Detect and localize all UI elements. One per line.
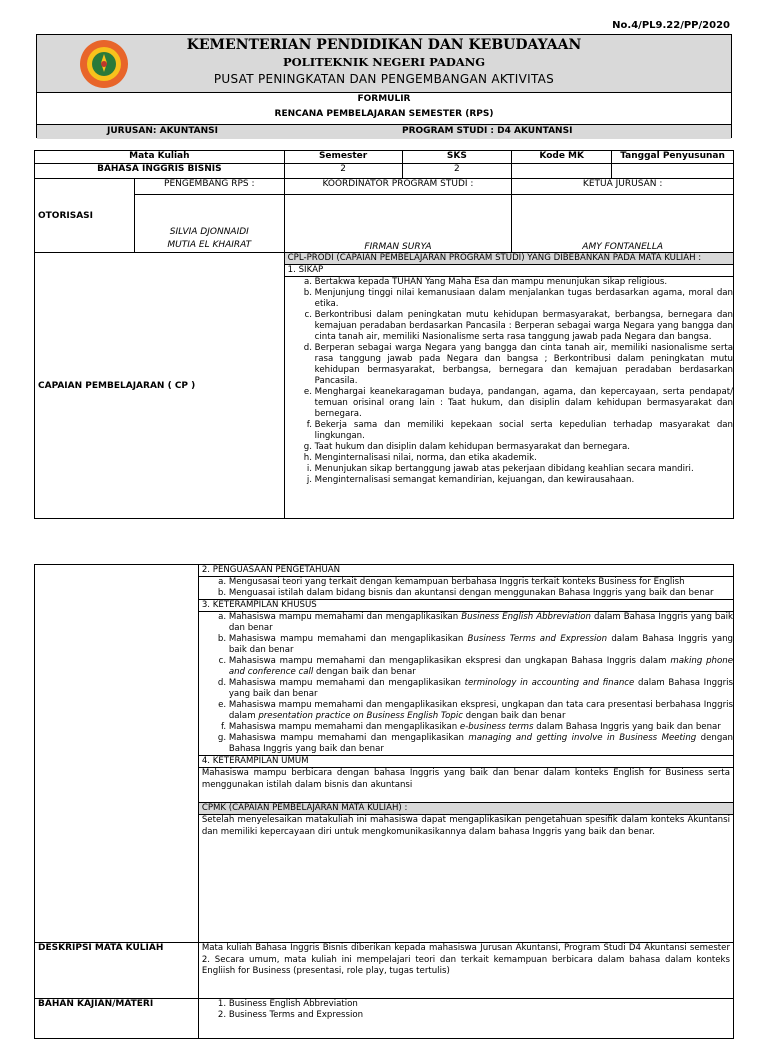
sikap-item: e. Menghargai keanekaragaman budaya, pandangan, agama, dan kepercayaan, serta pendapat/ temuan orisinal orang lain : Taat hukum, dan disiplin dalam kehidupan bermasyarakat dan bernegara. (315, 387, 733, 420)
khusus-item (229, 733, 733, 755)
pengetahuan-item: a. Mengusasai teori yang terkait dengan kemampuan berbahasa Inggris terkait konteks Business for English (229, 577, 733, 588)
cpmk-title: CPMK (CAPAIAN PEMBELAJARAN MATA KULIAH) : (199, 803, 733, 815)
khusus-item (229, 722, 733, 733)
tanggal-value (612, 164, 734, 179)
jurusan-label: JURUSAN: AKUNTANSI (107, 126, 218, 136)
sks-value: 2 (402, 164, 512, 179)
umum-title: 4. KETERAMPILAN UMUM (199, 756, 733, 768)
col-header-kode: Kode MK (512, 151, 612, 164)
khusus-item-it: e-business terms (459, 722, 534, 732)
sikap-item: h. Menginternalisasi nilai, norma, dan etika akademik. (315, 453, 733, 464)
pengembang-name-1: SILVIA DJONNAIDI (169, 227, 249, 237)
col-header-semester: Semester (284, 151, 402, 164)
sikap-item: g. Taat hukum dan disiplin dalam kehidupan bermasyarakat dan bernegara. (315, 442, 733, 453)
pengetahuan-item: b. Menguasai istilah dalam bidang bisnis dan akuntansi dengan menggunakan Bahasa Inggris yang baik dan benar (229, 588, 733, 599)
khusus-item-it: presentation practice on Business English Topic (258, 711, 463, 721)
khusus-item-it: making phone and conference call (228, 656, 733, 677)
umum-text: Mahasiswa mampu berbicara dengan bahasa Inggris yang baik dan benar dalam konteks English for Business serta menggunakan istilah dalam bisnis dan akuntansi (199, 768, 733, 803)
rps-table-page1 (34, 150, 734, 519)
khusus-item-post: dengan Bahasa Inggris yang baik dan benar (228, 733, 733, 754)
khusus-item-it: Business Terms and Expression (467, 634, 608, 644)
cpmk-text: Setelah menyelesaikan matakuliah ini mahasiswa dapat mengaplikasikan pengetahuan spesifik dalam konteks Akuntansi dan memiliki kepercayaan diri untuk mengkomunikasikannya dalam bahasa Inggris yang baik dan benar. (201, 815, 730, 837)
rps-table-page2 (34, 564, 734, 1039)
form-title: RENCANA PEMBELAJARAN SEMESTER (RPS) (274, 109, 494, 119)
koordinator-label: KOORDINATOR PROGRAM STUDI : (284, 179, 512, 195)
pengembang-label: PENGEMBANG RPS : (134, 179, 284, 195)
khusus-item (229, 678, 733, 700)
cp-label: CAPAIAN PEMBELAJARAN ( CP ) (35, 253, 285, 519)
khusus-item-post: dengan baik dan benar (462, 711, 566, 721)
bahan-item: 2. Business Terms and Expression (229, 1010, 733, 1021)
bahan-label: BAHAN KAJIAN/MATERI (35, 999, 199, 1039)
khusus-item-post: dengan baik dan benar (313, 667, 416, 677)
khusus-item (229, 656, 733, 678)
khusus-item-post: dalam Bahasa Inggris yang baik dan benar (228, 612, 734, 633)
khusus-item-pre: Mahasiswa mampu memahami dan mengaplikasikan (228, 678, 465, 688)
pengembang-name-2: MUTIA EL KHAIRAT (167, 240, 252, 250)
pengembang-names (134, 195, 284, 253)
unit-name: PUSAT PENINGKATAN DAN PENGEMBANGAN AKTIVITAS (213, 72, 555, 86)
department-bar (37, 124, 731, 139)
khusus-item (229, 612, 733, 634)
bahan-item: 1. Business English Abbreviation (229, 999, 733, 1010)
khusus-item-pre: Mahasiswa mampu memahami dan mengaplikasikan (228, 612, 462, 622)
khusus-item-pre: Mahasiswa mampu memahami dan mengaplikasikan (228, 722, 460, 732)
khusus-item-post: dalam Bahasa Inggris yang baik dan benar (228, 678, 733, 699)
khusus-item-post: dalam Bahasa Inggris yang baik dan benar (228, 634, 734, 655)
kode-value (512, 164, 612, 179)
form-title-block (37, 92, 731, 124)
institution-name: POLITEKNIK NEGERI PADANG (282, 55, 486, 69)
form-header (36, 34, 732, 138)
sikap-item: b. Menjunjung tinggi nilai kemanusiaan dalam menjalankan tugas berdasarkan agama, moral dan etika. (315, 288, 733, 310)
document-number: No.4/PL9.22/PP/2020 (612, 20, 730, 31)
khusus-item (229, 700, 733, 722)
cp-content-continued (198, 565, 733, 943)
bahan-list (199, 999, 733, 1021)
col-header-tanggal: Tanggal Penyusunan (612, 151, 734, 164)
khusus-item-post: dalam Bahasa Inggris yang baik dan benar (533, 722, 721, 732)
semester-value: 2 (284, 164, 402, 179)
bahan-content (198, 999, 733, 1039)
pengetahuan-list (199, 577, 733, 600)
sikap-item: j. Menginternalisasi semangat kemandirian, kejuangan, dan kewirausahaan. (315, 475, 733, 486)
khusus-item-pre: Mahasiswa mampu memahami dan mengaplikasikan ekspresi dan ungkapan Bahasa Inggris dalam (228, 656, 671, 666)
sikap-list (285, 277, 733, 486)
sikap-item: f. Bekerja sama dan memiliki kepekaan social serta kepedulian terhadap masyarakat dan lingkungan. (315, 420, 733, 442)
koordinator-name: FIRMAN SURYA (284, 195, 512, 253)
cpl-header: CPL-PRODI (CAPAIAN PEMBELAJARAN PROGRAM STUDI) YANG DIBEBANKAN PADA MATA KULIAH : (285, 253, 733, 265)
otorisasi-label: OTORISASI (35, 179, 135, 253)
sikap-item: c. Berkontribusi dalam peningkatan mutu kehidupan bermasyarakat, berbangsa, bernegara dan kemajuan peradaban berdasarkan Pancasila : Berperan sebagai warga Negara yang bangga dan cinta tanah air, memiliki Nasionalisme serta rasa tanggung jawab pada Negara dan bangsa. (315, 310, 733, 343)
khusus-item-it: Business English Abbreviation (461, 612, 592, 622)
khusus-list (199, 612, 733, 756)
khusus-item-it: managing and getting involve in Business Meeting (468, 733, 697, 743)
sikap-title: 1. SIKAP (285, 265, 733, 277)
matkul-value: BAHASA INGGRIS BISNIS (35, 164, 285, 179)
sikap-item: d. Berperan sebagai warga Negara yang bangga dan cinta tanah air, memiliki nasionalisme serta rasa tanggung jawab pada Negara dan bangsa ; Berkontribusi dalam peningkatan mutu kehidupan bermasyarakat, berbangsa, bernegara dan kemajuan peradaban berdasarkan Pancasila. (315, 343, 733, 387)
khusus-item-pre: Mahasiswa mampu memahami dan mengaplikasikan ekspresi, ungkapan dan tata cara presentasi berbahasa Inggris dalam (228, 700, 733, 721)
khusus-title: 3. KETERAMPILAN KHUSUS (199, 600, 733, 612)
khusus-item (229, 634, 733, 656)
pengetahuan-title: 2. PENGUASAAN PENGETAHUAN (199, 565, 733, 577)
deskripsi-text: Mata kuliah Bahasa Inggris Bisnis diberikan kepada mahasiswa Jurusan Akuntansi, Program Studi D4 Akuntansi semester 2. Secara umum, mata kuliah ini mempelajari teori dan terkait kemampuan berbicara dalam bahasa dalam konteks Engliish for Business (presentasi, role play, tugas tertulis) (198, 943, 733, 999)
cp-content (284, 253, 733, 519)
form-label: FORMULIR (357, 94, 411, 104)
khusus-item-pre: Mahasiswa mampu memahami dan mengaplikasikan (228, 634, 468, 644)
col-header-matkul: Mata Kuliah (35, 151, 285, 164)
sikap-item: i. Menunjukan sikap bertanggung jawab atas pekerjaan dibidang keahlian secara mandiri. (315, 464, 733, 475)
cp-label-continued (35, 565, 199, 943)
ministry-title: KEMENTERIAN PENDIDIKAN DAN KEBUDAYAAN (186, 37, 582, 53)
khusus-item-it: terminology in accounting and finance (464, 678, 635, 688)
ketua-label: KETUA JURUSAN : (512, 179, 734, 195)
sikap-item: a. Bertakwa kepada TUHAN Yang Maha Esa dan mampu menunjukan sikap religious. (315, 277, 733, 288)
ketua-name: AMY FONTANELLA (512, 195, 734, 253)
col-header-sks: SKS (402, 151, 512, 164)
deskripsi-label: DESKRIPSI MATA KULIAH (35, 943, 199, 999)
khusus-item-pre: Mahasiswa mampu memahami dan mengaplikasikan (228, 733, 469, 743)
prodi-label: PROGRAM STUDI : D4 AKUNTANSI (402, 126, 573, 136)
institution-banner (37, 35, 731, 93)
